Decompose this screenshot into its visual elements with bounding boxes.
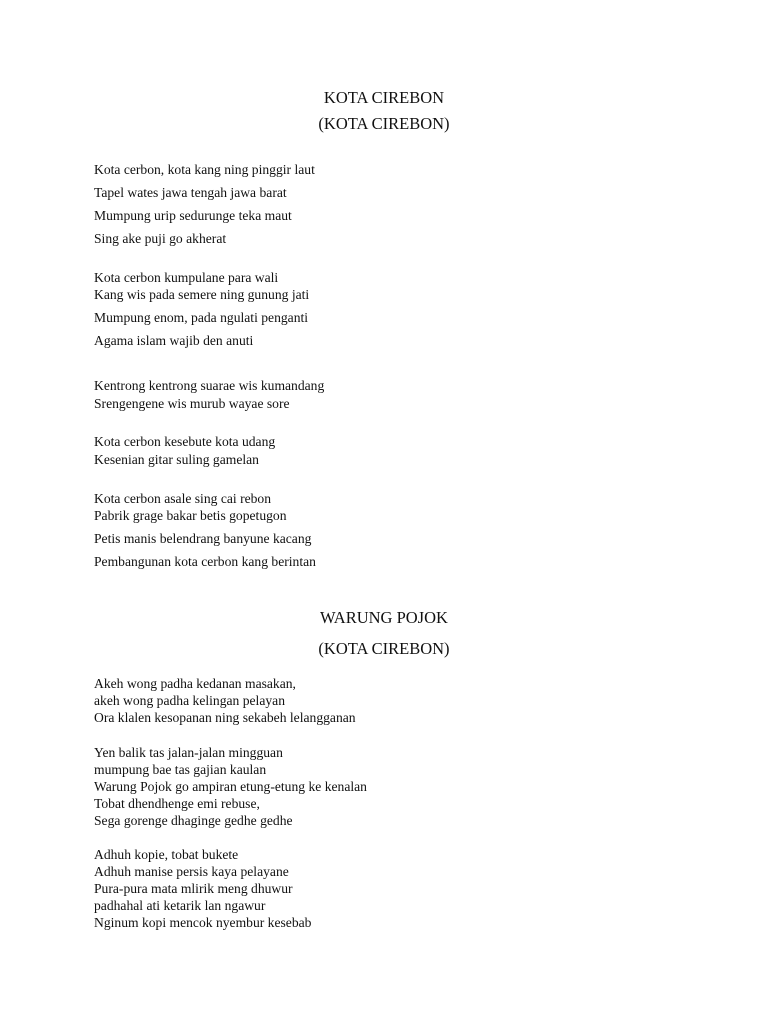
lyric-line: Tobat dhendhenge emi rebuse, — [94, 796, 260, 811]
lyric-line: mumpung bae tas gajian kaulan — [94, 762, 267, 777]
lyric-line: Pura-pura mata mlirik meng dhuwur — [94, 881, 293, 896]
lyric-line: Srengengene wis murub wayae sore — [94, 396, 290, 411]
lyric-line: Adhuh kopie, tobat bukete — [94, 847, 239, 862]
lyric-line: Kota cerbon asale sing cai rebon — [94, 491, 272, 506]
lyric-line: akeh wong padha kelingan pelayan — [94, 693, 285, 708]
lyric-line: Warung Pojok go ampiran etung-etung ke kenalan — [94, 779, 367, 794]
song-title: KOTA CIREBON — [323, 88, 445, 107]
lyric-line: Mumpung enom, pada ngulati penganti — [94, 310, 309, 325]
lyric-line: Kang wis pada semere ning gunung jati — [94, 287, 310, 302]
lyric-line: Mumpung urip sedurunge teka maut — [94, 208, 292, 223]
lyric-line: Kentrong kentrong suarae wis kumandang — [94, 378, 325, 393]
lyric-line: Kota cerbon kesebute kota udang — [94, 434, 276, 449]
lyric-line: Akeh wong padha kedanan masakan, — [94, 676, 296, 691]
song-subtitle: (KOTA CIREBON) — [318, 114, 450, 133]
lyric-line: Ora klalen kesopanan ning sekabeh lelangganan — [94, 710, 356, 725]
lyric-line: Yen balik tas jalan-jalan mingguan — [94, 745, 283, 760]
lyric-line: Kota cerbon, kota kang ning pinggir laut — [94, 162, 315, 177]
lyric-line: padhahal ati ketarik lan ngawur — [94, 898, 266, 913]
lyric-line: Kesenian gitar suling gamelan — [94, 452, 259, 467]
song-title: WARUNG POJOK — [320, 608, 448, 627]
lyric-line: Pembangunan kota cerbon kang berintan — [94, 554, 316, 569]
lyric-line: Kota cerbon kumpulane para wali — [94, 270, 279, 285]
lyric-line: Nginum kopi mencok nyembur kesebab — [94, 915, 312, 930]
lyric-line: Sing ake puji go akherat — [94, 231, 227, 246]
lyric-line: Sega gorenge dhaginge gedhe gedhe — [94, 813, 293, 828]
song-subtitle: (KOTA CIREBON) — [318, 639, 450, 658]
lyric-line: Agama islam wajib den anuti — [94, 333, 254, 348]
lyric-line: Petis manis belendrang banyune kacang — [94, 531, 312, 546]
lyric-line: Tapel wates jawa tengah jawa barat — [94, 185, 287, 200]
lyric-line: Pabrik grage bakar betis gopetugon — [94, 508, 287, 523]
lyric-line: Adhuh manise persis kaya pelayane — [94, 864, 289, 879]
